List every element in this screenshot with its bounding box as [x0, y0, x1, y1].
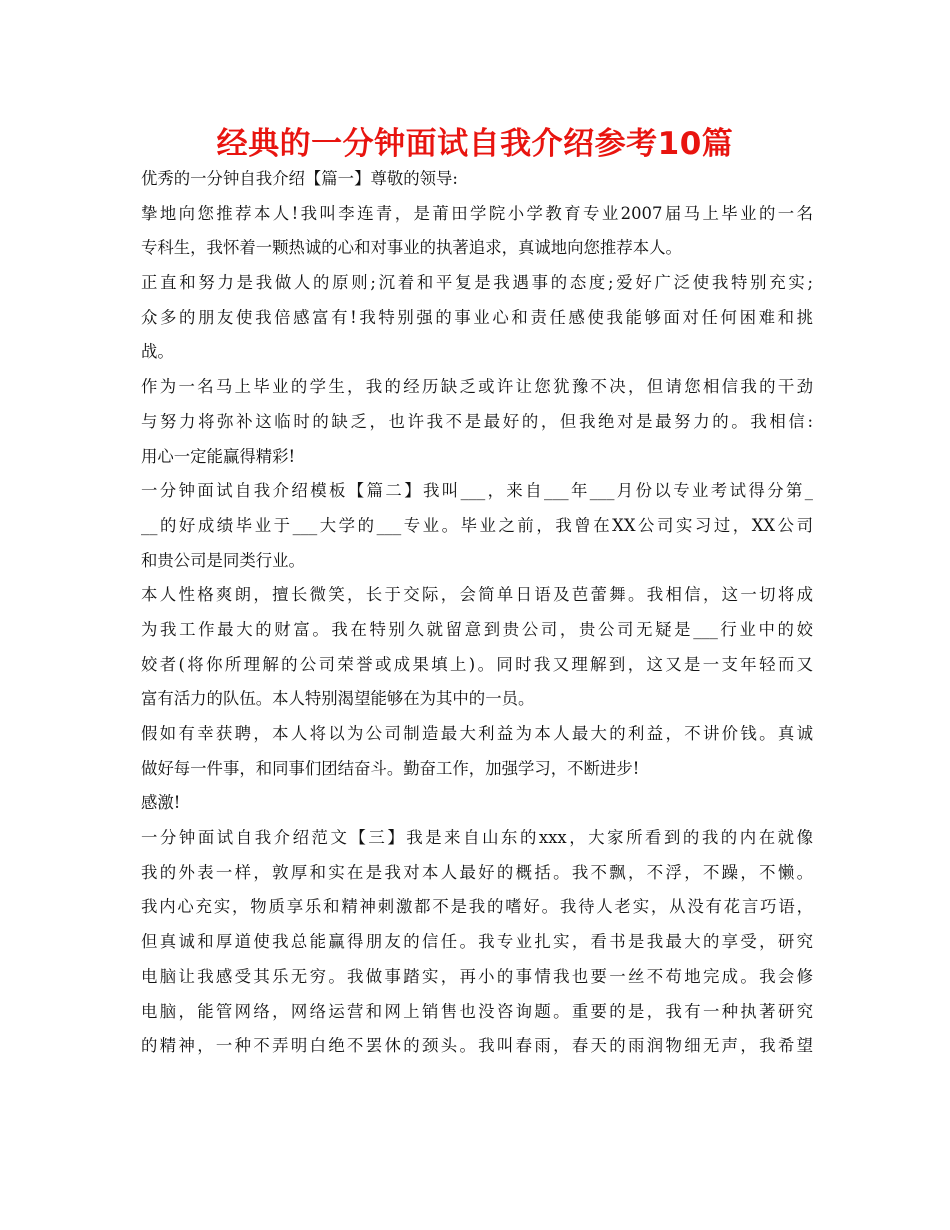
paragraph-line: __的好成绩毕业于___大学的___专业。毕业之前，我曾在XX公司实习过，XX公司	[141, 515, 813, 535]
paragraph-line: 一分钟面试自我介绍模板【篇二】我叫___，来自___年___月份以专业考试得分第_	[141, 481, 813, 501]
paragraph-line: 姣者(将你所理解的公司荣誉或成果填上)。同时我又理解到，这又是一支年轻而又	[141, 654, 813, 674]
paragraph-line: 一分钟面试自我介绍范文【三】我是来自山东的xxx，大家所看到的我的内在就像	[141, 828, 813, 848]
paragraph-line: 富有活力的队伍。本人特别渴望能够在为其中的一员。	[141, 689, 535, 709]
paragraph-line: 战。	[141, 342, 174, 362]
paragraph-line: 与努力将弥补这临时的缺乏，也许我不是最好的，但我绝对是最努力的。我相信:	[141, 411, 813, 431]
paragraph-line: 假如有幸获聘，本人将以为公司制造最大利益为本人最大的利益，不讲价钱。真诚	[141, 724, 813, 743]
paragraph-line: 电脑，能管网络，网络运营和网上销售也没咨询题。重要的是，我有一种执著研究	[141, 1001, 813, 1021]
paragraph-line: 挚地向您推荐本人!我叫李连青，是莆田学院小学教育专业2007届马上毕业的一名	[141, 203, 813, 223]
paragraph-line: 本人性格爽朗，擅长微笑，长于交际，会简单日语及芭蕾舞。我相信，这一切将成	[141, 585, 813, 605]
paragraph-line: 专科生，我怀着一颗热诚的心和对事业的执著追求，真诚地向您推荐本人。	[141, 238, 682, 258]
paragraph-line: 作为一名马上毕业的学生，我的经历缺乏或许让您犹豫不决，但请您相信我的干劲	[141, 377, 813, 397]
paragraph-line: 但真诚和厚道使我总能赢得朋友的信任。我专业扎实，看书是我最大的享受，研究	[141, 932, 813, 952]
paragraph-line: 众多的朋友使我倍感富有!我特别强的事业心和责任感使我能够面对任何困难和挑	[141, 307, 813, 327]
paragraph-line: 为我工作最大的财富。我在特别久就留意到贵公司，贵公司无疑是___行业中的姣	[141, 619, 813, 639]
paragraph-line: 电脑让我感受其乐无穷。我做事踏实，再小的事情我也要一丝不苟地完成。我会修	[141, 966, 813, 986]
paragraph-line: 用心一定能赢得精彩!	[141, 446, 296, 466]
paragraph-line: 我的外表一样，敦厚和实在是我对本人最好的概括。我不飘，不浮，不躁，不懒。	[141, 862, 813, 882]
document-title: 经典的一分钟面试自我介绍参考10篇	[216, 126, 734, 162]
paragraph-line: 感激!	[141, 793, 181, 813]
paragraph-line: 正直和努力是我做人的原则;沉着和平复是我遇事的态度;爱好广泛使我特别充实;	[141, 273, 813, 293]
paragraph-line: 和贵公司是同类行业。	[141, 550, 305, 570]
document-body	[141, 162, 813, 1064]
paragraph-line: 的精神，一种不弄明白绝不罢休的颈头。我叫春雨，春天的雨润物细无声，我希望	[141, 1036, 813, 1056]
paragraph-line: 优秀的一分钟自我介绍【篇一】尊敬的领导:	[141, 169, 458, 188]
paragraph-line: 我内心充实，物质享乐和精神刺激都不是我的嗜好。我待人老实，从没有花言巧语，	[141, 897, 813, 917]
paragraph-line: 做好每一件事，和同事们团结奋斗。勤奋工作，加强学习，不断进步!	[141, 758, 640, 778]
